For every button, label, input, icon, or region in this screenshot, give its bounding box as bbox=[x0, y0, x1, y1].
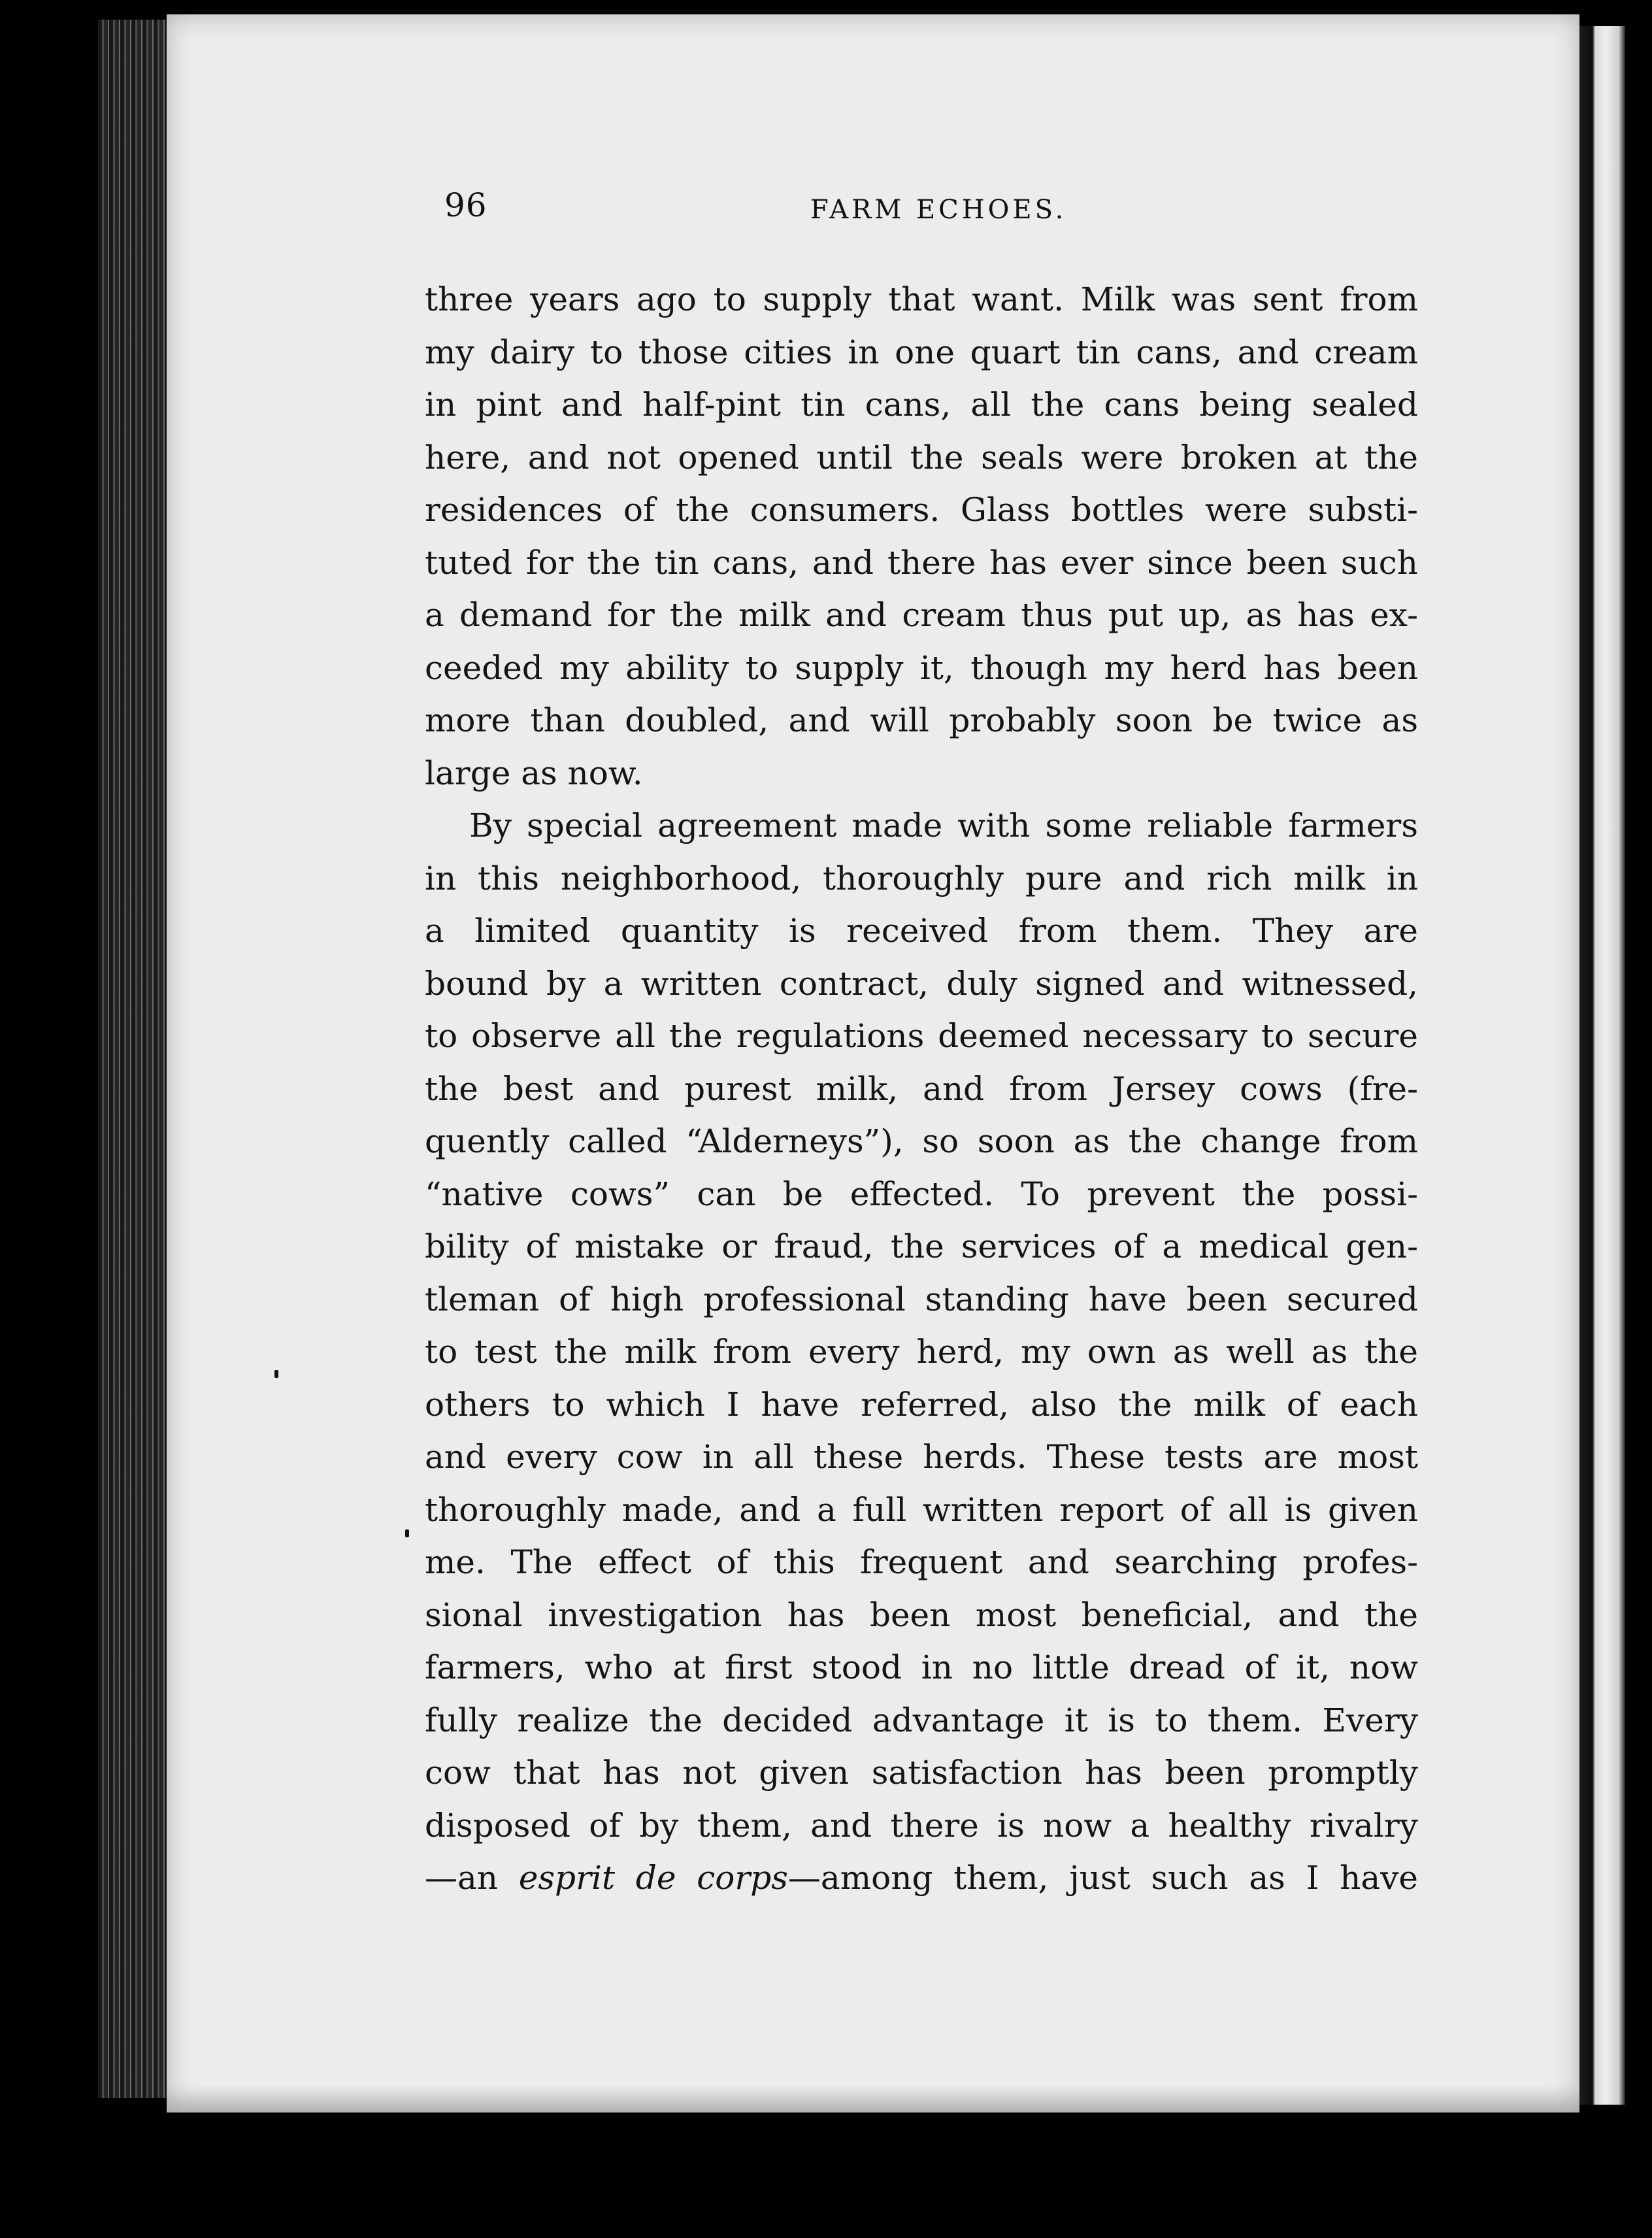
text-line: my dairy to those cities in one quart tin cans, and cream bbox=[425, 333, 1418, 371]
text-line: tuted for the tin cans, and there has ever since been such bbox=[425, 543, 1418, 582]
body-text bbox=[425, 273, 1418, 1905]
text-line: the best and purest milk, and from Jersey cows (fre- bbox=[425, 1069, 1418, 1108]
right-page-edge bbox=[1579, 26, 1625, 2105]
text-line: sional investigation has been most beneficial, and the bbox=[425, 1595, 1418, 1634]
text-line: fully realize the decided advantage it is to them. Every bbox=[425, 1701, 1418, 1739]
text-line: to test the milk from every herd, my own as well as the bbox=[425, 1333, 1418, 1371]
text-line: bility of mistake or fraud, the services of a medical gen- bbox=[425, 1228, 1418, 1265]
italic-phrase: esprit de corps bbox=[518, 1859, 788, 1897]
paragraph-start-line: By special agreement made with some reliable farmers bbox=[469, 807, 1418, 844]
stray-ink-mark bbox=[274, 1370, 278, 1378]
running-title: FARM ECHOES. bbox=[810, 195, 1067, 225]
text-line: a limited quantity is received from them. They are bbox=[425, 912, 1418, 950]
text-line: bound by a written contract, duly signed and witnessed, bbox=[425, 964, 1418, 1003]
text-line: to observe all the regulations deemed necessary to secure bbox=[425, 1017, 1418, 1055]
text-segment: —among them, just such as I have bbox=[787, 1859, 1418, 1897]
paragraph-end-line: large as now. bbox=[425, 754, 643, 792]
text-segment: —an bbox=[425, 1859, 519, 1897]
text-line: residences of the consumers. Glass bottles were substi- bbox=[425, 491, 1418, 529]
page-stack-edges bbox=[98, 20, 176, 2098]
text-line: and every cow in all these herds. These tests are most bbox=[425, 1438, 1418, 1476]
text-line: others to which I have referred, also the milk of each bbox=[425, 1385, 1418, 1424]
text-line: tleman of high professional standing have been secured bbox=[425, 1280, 1418, 1318]
text-line-final bbox=[425, 1852, 1418, 1905]
page-number: 96 bbox=[444, 186, 487, 224]
stray-ink-mark bbox=[405, 1529, 409, 1537]
text-line: disposed of by them, and there is now a healthy rivalry bbox=[425, 1806, 1418, 1845]
text-line: three years ago to supply that want. Milk was sent from bbox=[425, 280, 1418, 318]
text-line: in this neighborhood, thoroughly pure and rich milk in bbox=[425, 859, 1418, 897]
text-line: me. The effect of this frequent and searching profes- bbox=[425, 1543, 1418, 1581]
text-line: “native cows” can be effected. To prevent the possi- bbox=[425, 1175, 1418, 1213]
running-head bbox=[444, 111, 1425, 225]
text-line: quently called “Alderneys”), so soon as the change from bbox=[425, 1122, 1418, 1160]
text-line: in pint and half-pint tin cans, all the cans being sealed bbox=[425, 386, 1418, 424]
text-line: ceeded my ability to supply it, though my herd has been bbox=[425, 648, 1418, 687]
text-line: thoroughly made, and a full written report of all is given bbox=[425, 1490, 1418, 1529]
text-line: more than doubled, and will probably soon be twice as bbox=[425, 701, 1418, 739]
page-bottom-shadow bbox=[167, 2085, 1579, 2113]
text-line: a demand for the milk and cream thus put up, as has ex- bbox=[425, 596, 1418, 634]
text-line: here, and not opened until the seals were broken at the bbox=[425, 438, 1418, 476]
text-line: farmers, who at first stood in no little dread of it, now bbox=[425, 1648, 1418, 1686]
text-line: cow that has not given satisfaction has been promptly bbox=[425, 1754, 1418, 1792]
